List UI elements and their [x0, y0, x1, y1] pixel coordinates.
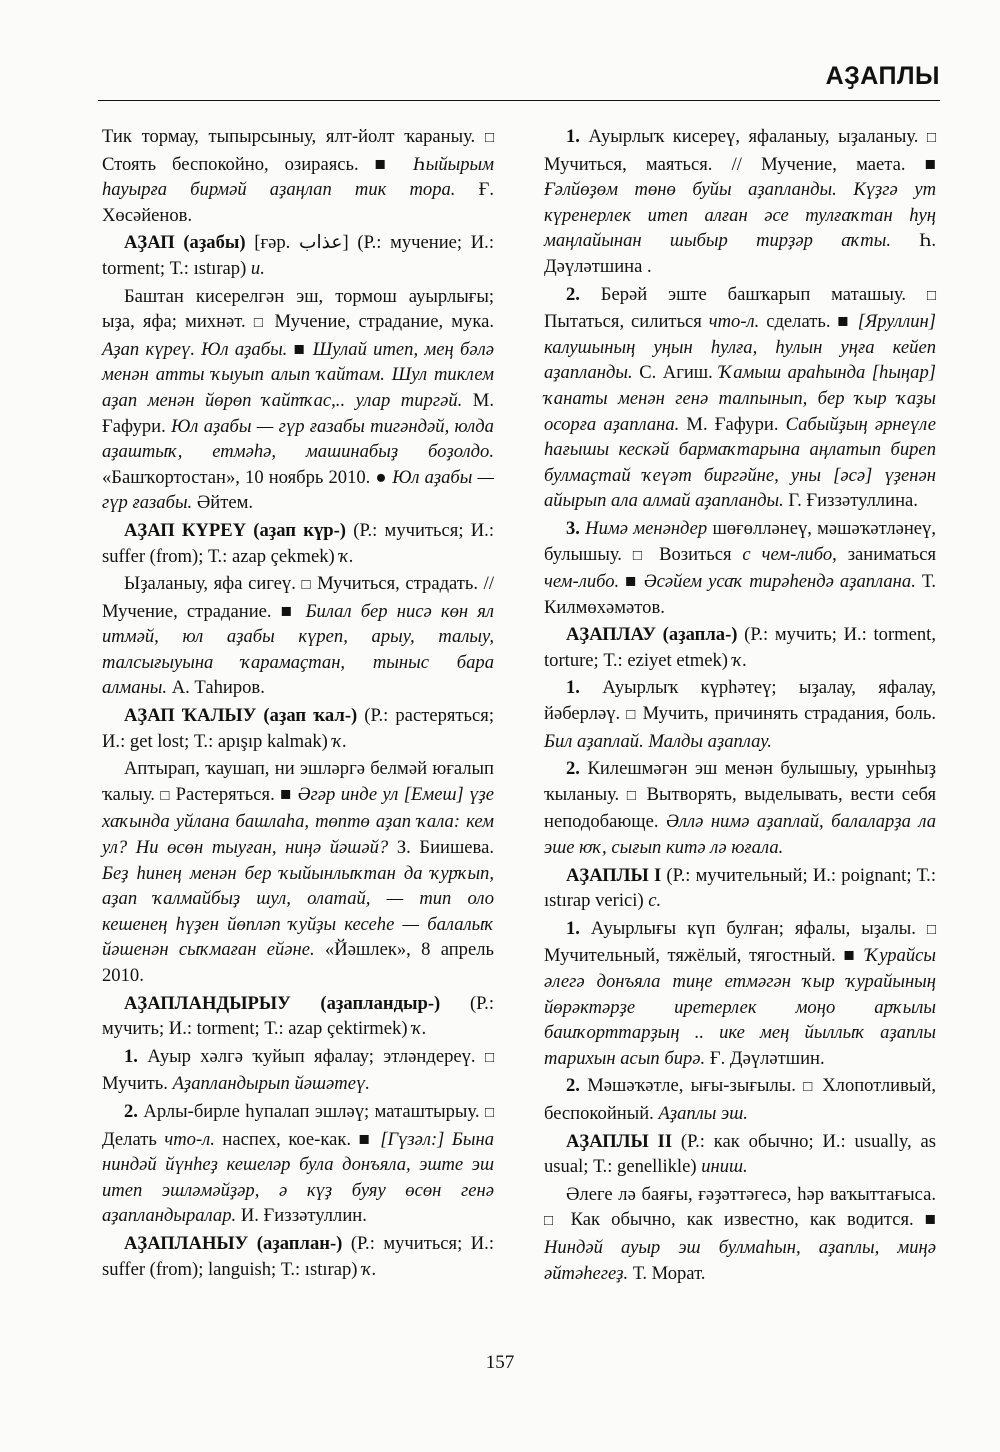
headword: АҘАПЛАНДЫРЫУ (аҙапландыр-) [124, 992, 441, 1014]
entry-text: Билал бер нисә көн ял итмәй, юл аҙабы күреп, арыу, талыу, талсығыуына ҡарамаҫтан, тыныс бара алманы. [102, 600, 494, 699]
entry-text: С. Агиш. [632, 362, 720, 384]
entry-text: Берәй эште башҡарып маташыу. [579, 283, 927, 305]
headword: АҘАПЛАУ (аҙапла-) [566, 624, 738, 646]
square-marker-icon: □ [926, 921, 936, 938]
entry-text: Как обычно, как известно, как водится. ■ [559, 1209, 937, 1231]
entry-text: ■ [619, 571, 644, 593]
entry-text: (Р.: мучиться; И.: suffer (from); Т.: azap çekmek) [102, 519, 494, 567]
entry-text: «Йәшлек», 8 апрель 2010. [102, 939, 494, 986]
entry-text: Әсәйем усаҡ тирәһендә аҙаплана. [643, 571, 916, 593]
entry-text: Аптырап, ҡаушап, ни эшләргә белмәй юғалып ҡалыу. [102, 758, 494, 805]
page-number: 157 [485, 1352, 515, 1373]
entry-text: ҡ. [362, 1258, 377, 1280]
square-marker-icon: □ [301, 577, 312, 594]
entry-text: Әгәр инде ул [Емеш] үҙе хаҡында уйлана башлаһа, төптө аҙап ҡала: кем ул? Ни өсөн тыуған, ниңә йәшәй? [102, 783, 494, 859]
entry-text: Әллә нимә аҙаплай, балаларҙа ла эше юҡ, сығып китә лә юғала. [544, 811, 936, 859]
entry-text: Тик тормау, тыпырсыныу, ялт-йолт ҡараныу. [102, 126, 485, 147]
headword: АҘАПЛАНЫУ (аҙаплан-) [124, 1232, 343, 1254]
entry-text: Мучиться, маяться. // Мучение, маета. ■ [544, 153, 936, 175]
headword: 1. [566, 917, 580, 939]
entry-text: Ҡамыш араһында [һыңар] ҡанаты менән генә талпынып, бер ҡыр ҡаҙы осорға аҙаплана. [544, 362, 936, 435]
entry-text: (Р.: как обычно; И.: usually, as usual; Т.: genellikle) [544, 1130, 937, 1178]
entry-text: с. [648, 890, 662, 912]
entry-paragraph [102, 991, 494, 1042]
entry-text: (Р.: мучительный; И.: poignant; Т.: ıstırap verici) [544, 864, 936, 912]
right-column [544, 124, 936, 1288]
square-marker-icon: □ [544, 1213, 560, 1230]
entry-text: Вытворять, выделывать, вести себя неподобающе. [544, 783, 936, 833]
entry-text: Растеряться. ■ [170, 783, 298, 805]
header-rule [98, 100, 940, 101]
entry-text: что-л. [164, 1128, 215, 1150]
entry-text: ҡ. [732, 649, 748, 671]
entry-text: И. Ғиззәтуллин. [236, 1205, 367, 1227]
entry-text: Ғәлйөҙөм төнө буйы аҙапланды. Күҙгә ут күренерлек итеп алған әсе тулғаҡтан һуң маңлайынан шыбыр тирҙәр аҡты. [544, 179, 936, 252]
square-marker-icon: □ [484, 130, 494, 146]
entry-text: Хлопотливый, беспокойный. [544, 1075, 937, 1124]
headword: АҘАП (аҙабы) [124, 232, 246, 254]
entry-text: Аҙаплы эш. [658, 1102, 748, 1124]
headword: 2. [566, 283, 580, 305]
entry-text: (Р.: растеряться; И.: get lost; Т.: apışıp kalmak) [102, 705, 494, 752]
entry-text: , заниматься [832, 543, 937, 565]
entry-paragraph [544, 1129, 936, 1180]
entry-text: Юл аҙабы — гүр ғазабы тигәндәй, юлда аҙаштыҡ, етмәһә, машинабыҙ боҙолдо. [102, 415, 494, 463]
entry-text: с чем-либо [742, 543, 833, 565]
entry-paragraph [102, 571, 494, 701]
headword: АҘАПЛЫ I [566, 864, 662, 886]
entry-text: Әйтем. [192, 492, 254, 514]
entry-text: ҡ. [339, 545, 354, 567]
entry-paragraph [544, 1073, 936, 1126]
entry-paragraph [102, 1044, 494, 1097]
entry-text: (Р.: мучить; И.: torment, torture; Т.: eziyet etmek) [544, 624, 936, 671]
entry-text: Делать [102, 1128, 165, 1150]
entry-paragraph [102, 124, 494, 228]
entry-text: (Р.: мучиться; И.: suffer (from); languish; Т.: ıstırap) [102, 1232, 494, 1280]
square-marker-icon: □ [626, 787, 639, 804]
entry-text: и. [250, 257, 265, 279]
entry-text: Ауыр хәлгә ҡуйып яфалау; этләндереү. [137, 1045, 485, 1067]
square-marker-icon: □ [626, 707, 637, 724]
entry-text: Ыҙаланыу, яфа сигеү. [124, 573, 302, 595]
entry-text: Килешмәгән эш менән булышыу, урынһыҙ ҡыланыу. [544, 758, 936, 805]
entry-paragraph [102, 518, 494, 569]
entry-text: наспех, кое-как. ■ [214, 1128, 381, 1150]
headword: 2. [566, 758, 580, 780]
entry-paragraph [102, 1231, 494, 1282]
entry-text: Мәшәҡәтле, ығы-зығылы. [579, 1075, 804, 1097]
entry-text: ҡ. [412, 1018, 427, 1040]
entry-paragraph [544, 1182, 936, 1286]
entry-text: ҡ. [332, 730, 347, 752]
entry-text: Мучить, причинять страдания, боль. [636, 703, 936, 725]
headword: АҘАП ҠАЛЫУ (аҙап ҡал-) [124, 705, 358, 727]
entry-text: А. Таһиров. [167, 677, 265, 699]
entry-text: [Яруллин] калушының уңын һулға, һулын уңға кейеп аҙапланды. [544, 311, 936, 384]
entry-paragraph [102, 756, 494, 988]
square-marker-icon: □ [803, 1079, 815, 1096]
entry-paragraph [544, 282, 936, 514]
entry-text: Һ. Дәүләтшина . [544, 230, 936, 277]
headword: 3. [566, 517, 580, 539]
entry-text: Баштан кисерелгән эш, тормош ауырлығы; ыҙа, яфа; михнәт. [102, 285, 494, 333]
entry-paragraph [102, 284, 494, 516]
entry-text: Т. Килмөхәмәтов. [544, 571, 936, 618]
square-marker-icon: □ [160, 787, 171, 804]
square-marker-icon: □ [632, 547, 649, 564]
entry-text: Мучить. [102, 1073, 173, 1095]
entry-paragraph [544, 124, 936, 280]
entry-text: Нимә менәндер [585, 517, 708, 539]
entry-text: Аҙап күреү. Юл аҙабы. [102, 338, 288, 360]
entry-text: Ауырлыҡ күрһәтеү; ыҙалау, яфалау, йәберләү. [544, 677, 936, 725]
entry-text: что-л. [708, 311, 760, 333]
entry-text: Ауырлығы күп булған; яфалы, ыҙалы. [579, 917, 927, 939]
entry-paragraph [102, 703, 494, 754]
entry-text: Ғ. Хөсәйенов. [102, 179, 494, 226]
entry-text: Һыйырым һауырға бирмәй аҙаңлап тик тора. [102, 153, 494, 201]
entry-text: Шулай итеп, мең бәлә менән атты ҡыуып алып ҡайтам. Шул тиклем аҙап менән йөрөп ҡайтҡас,.. улар тиргәй. [102, 338, 494, 411]
square-marker-icon: □ [926, 130, 936, 146]
entry-text: Юл аҙабы — гүр ғазабы. [102, 466, 494, 514]
entry-text: «Башҡортостан», 10 ноябрь 2010. ● [102, 466, 393, 488]
entry-text: Т. Морат. [628, 1262, 706, 1284]
entry-text: З. Биишева. [388, 837, 494, 859]
entry-text: Ҡурайсы әлегә донъяла тиңе етмәгән ҡыр ҡурайының йөрәктәрҙе иретерлек моңо арҡылы башҡорттарҙың .. ике мең йыллыҡ аҙаплы тарихын асып бирә. [544, 945, 936, 1069]
entry-text: [ғәр. عذاب] (Р.: мучение; И.: torment; Т.: ıstırap) [102, 232, 494, 279]
entry-text: Арлы-бирле һупалап эшләү; маташтырыу. [137, 1100, 485, 1122]
entry-text: Мучительный, тяжёлый, тягостный. ■ [544, 945, 866, 967]
square-marker-icon: □ [926, 287, 936, 304]
entry-text: Мучение, страдание, мука. [266, 311, 495, 333]
headword: АҘАПЛЫ II [566, 1130, 673, 1152]
entry-text: (Р.: мучить; И.: torment; Т.: azap çektirmek) [102, 992, 494, 1040]
running-head: АҘАПЛЫ [825, 62, 940, 90]
entry-text: Аҙапландырып йәшәтеү. [172, 1073, 370, 1095]
entry-paragraph [102, 1099, 494, 1229]
headword: 1. [124, 1045, 138, 1067]
headword: АҘАП КҮРЕҮ (аҙап күр-) [124, 519, 347, 541]
entry-text: Ғ. Дәүләтшин. [705, 1047, 825, 1069]
entry-text: М. Ғафури. [679, 413, 786, 435]
entry-text: Ауырлыҡ кисереү, яфаланыу, ыҙаланыу. [579, 126, 927, 147]
entry-paragraph [544, 516, 936, 620]
entry-text: ■ [287, 338, 313, 360]
entry-text: Ниндәй ауыр эш булмаһын, аҙаплы, миңә әйтәһегеҙ. [544, 1236, 936, 1284]
left-column [102, 124, 494, 1284]
entry-text: Мучиться, страдать. // Мучение, страдание. ■ [102, 573, 494, 622]
entry-text: [Гүзәл:] Бына ниндәй йүнһеҙ кешеләр була донъяла, эште эш итеп эшләмәйҙәр, ә күҙ буяу өсөн генә аҙапландыралар. [102, 1128, 494, 1227]
entry-text: Стоять беспокойно, озираясь. ■ [102, 153, 413, 175]
entry-text: Сабыйҙың әрнеүле һағышы кескәй бармаҡтарына аңлатып биреп булмаҫтай ҡеүәт биргәйне, уны [әсә] үҙенән айырып ала алмай аҙапланды. [544, 413, 937, 512]
entry-paragraph [102, 230, 494, 281]
entry-text: иниш. [701, 1156, 748, 1178]
entry-text: Возиться [648, 543, 743, 565]
entry-text: Пытаться, силиться [544, 311, 709, 333]
square-marker-icon: □ [484, 1104, 494, 1121]
entry-text: чем-либо. [544, 571, 620, 593]
entry-text: Әлеге лә баяғы, ғәҙәттәгесә, һәр ваҡыттағыса. [566, 1183, 936, 1205]
entry-text: М. Ғафури. [102, 389, 494, 437]
entry-paragraph [544, 756, 936, 860]
entry-text: сделать. ■ [759, 311, 858, 333]
headword: 1. [566, 126, 580, 147]
headword: 2. [124, 1100, 138, 1122]
entry-text: шөғөлләнеү, мәшәҡәтләнеү, булышыу. [544, 517, 936, 565]
headword: 1. [566, 677, 580, 699]
entry-text: Бил аҙаплай. Малды аҙаплау. [544, 730, 772, 752]
entry-paragraph [544, 916, 936, 1072]
headword: 2. [566, 1075, 580, 1097]
entry-paragraph [544, 863, 936, 914]
entry-paragraph [544, 622, 936, 673]
square-marker-icon: □ [484, 1049, 494, 1066]
square-marker-icon: □ [253, 315, 267, 332]
entry-text: Г. Ғиззәтуллина. [783, 490, 918, 512]
entry-paragraph [544, 675, 936, 754]
entry-text: Беҙ һинең менән бер ҡыйынлыҡтан да ҡурҡып, аҙап ҡалмайбыҙ шул, олатай, — тип оло кешенең һүҙен йөпләп ҡуйҙы кесеһе — балалыҡ йәшенән сыҡмаған ейәне. [102, 862, 494, 961]
